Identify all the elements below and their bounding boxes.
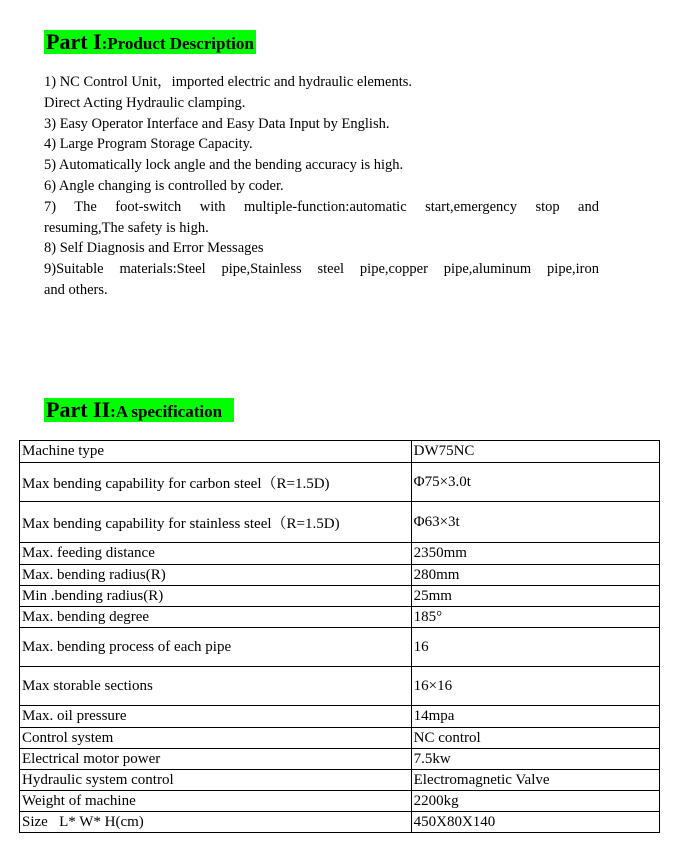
desc-line: 3) Easy Operator Interface and Easy Data Input by English.: [44, 115, 390, 132]
spec-value: 16×16: [411, 667, 659, 706]
spec-label: Min .bending radius(R): [20, 586, 412, 607]
spec-row-size: [20, 812, 660, 833]
spec-row-weight: [20, 791, 660, 812]
spec-row-bending-process: [20, 628, 660, 667]
spec-value: Electromagnetic Valve: [411, 770, 659, 791]
desc-line: 4) Large Program Storage Capacity.: [44, 136, 253, 153]
desc-line: 7) The foot-switch with multiple-function:automatic start,emergency stop and: [44, 198, 599, 215]
spec-row-max-radius: [20, 565, 660, 586]
spec-label: Hydraulic system control: [20, 770, 412, 791]
spec-label: Electrical motor power: [20, 749, 412, 770]
spec-row-min-radius: [20, 586, 660, 607]
desc-line: 1) NC Control Unit，imported electric and hydraulic elements.: [44, 74, 413, 90]
spec-value: 280mm: [411, 565, 659, 586]
spec-label: Max. bending radius(R): [20, 565, 412, 586]
spec-label: Max. bending process of each pipe: [20, 628, 412, 667]
spec-label: Max bending capability for carbon steel（R=1.5D): [20, 463, 412, 502]
spec-label: Max. oil pressure: [20, 706, 412, 728]
part1-roman: Part I: [46, 29, 102, 54]
desc-line: 8) Self Diagnosis and Error Messages: [44, 240, 264, 257]
spec-value: 2200kg: [411, 791, 659, 812]
spec-value: Φ63×3t: [411, 502, 659, 543]
spec-label: Control system: [20, 728, 412, 749]
spec-value: 16: [411, 628, 659, 667]
part1-title: :Product Description: [101, 34, 254, 53]
spec-value: 14mpa: [411, 706, 659, 728]
spec-row-storable-sections: [20, 667, 660, 706]
spec-value: NC control: [411, 728, 659, 749]
spec-value: 25mm: [411, 586, 659, 607]
part1-heading: [44, 30, 256, 54]
desc-line: 6) Angle changing is controlled by coder.: [44, 177, 284, 194]
spec-row-control-system: [20, 728, 660, 749]
spec-value: 2350mm: [411, 543, 659, 565]
spec-label: Max storable sections: [20, 667, 412, 706]
product-description: [44, 72, 599, 301]
spec-label: Max. bending degree: [20, 607, 412, 628]
desc-line: and others.: [44, 281, 108, 298]
spec-row-stainless-capability: [20, 502, 660, 543]
part2-roman: Part II: [46, 397, 111, 422]
part2-heading: [44, 398, 234, 422]
spec-row-carbon-capability: [20, 463, 660, 502]
part2-title: :A specification: [110, 402, 223, 421]
desc-line: 5) Automatically lock angle and the bending accuracy is high.: [44, 157, 404, 174]
spec-row-hydraulic-control: [20, 770, 660, 791]
spec-label: Max. feeding distance: [20, 543, 412, 565]
spec-label: Machine type: [20, 441, 412, 463]
spec-value: Φ75×3.0t: [411, 463, 659, 502]
spec-label: Weight of machine: [20, 791, 412, 812]
spec-value: 7.5kw: [411, 749, 659, 770]
desc-line: 9)Suitable materials:Steel pipe,Stainless steel pipe,copper pipe,aluminum pipe,iron: [44, 261, 599, 278]
specification-table: [19, 440, 660, 833]
spec-row-motor-power: [20, 749, 660, 770]
spec-row-bending-degree: [20, 607, 660, 628]
spec-row-oil-pressure: [20, 706, 660, 728]
spec-value: 185°: [411, 607, 659, 628]
spec-value: 450X80X140: [411, 812, 659, 833]
spec-row-machine-type: [20, 441, 660, 463]
spec-row-feeding-distance: [20, 543, 660, 565]
spec-label: Max bending capability for stainless steel（R=1.5D): [20, 502, 412, 543]
desc-line: Direct Acting Hydraulic clamping.: [44, 94, 246, 111]
spec-value: DW75NC: [411, 441, 659, 463]
desc-line: resuming,The safety is high.: [44, 219, 209, 236]
spec-label: Size L* W* H(cm): [20, 812, 412, 833]
